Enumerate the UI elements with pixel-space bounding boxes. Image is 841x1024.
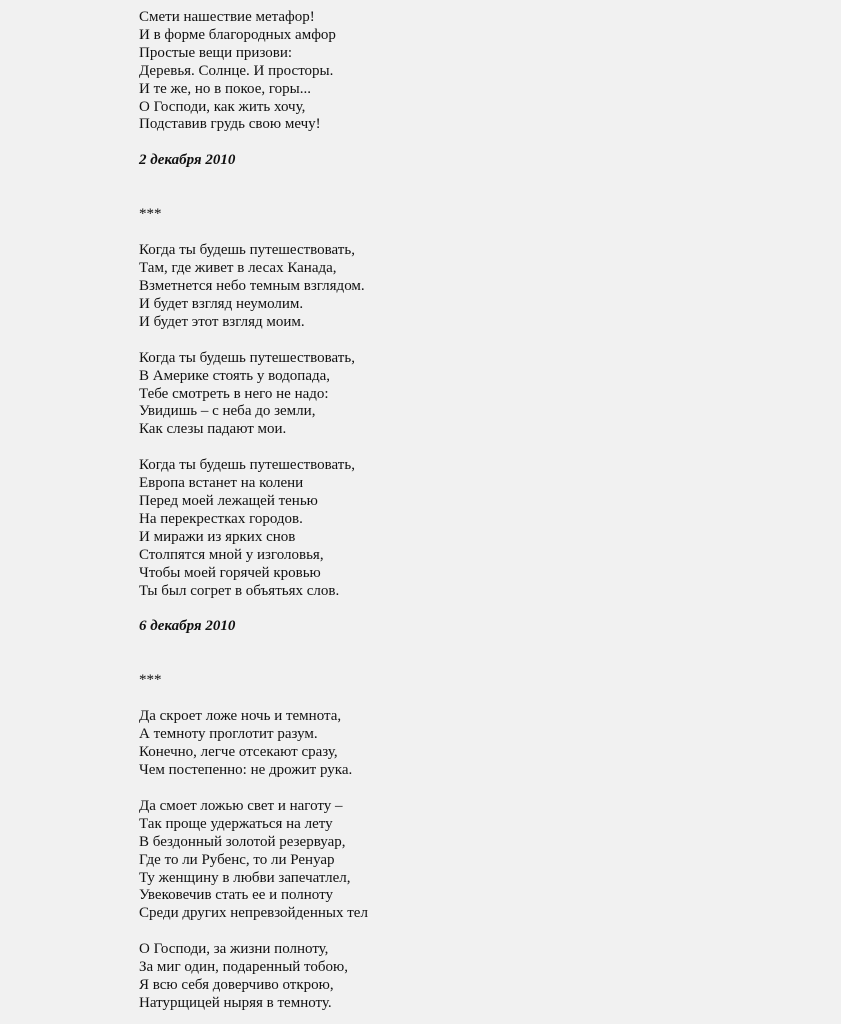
poem-line: Увековечив стать ее и полноту [139,887,333,904]
poem-line: И те же, но в покое, горы... [139,80,311,97]
poem-line: Тебе смотреть в него не надо: [139,385,329,402]
poem-line: Ту женщину в любви запечатлел, [139,869,351,886]
poem2-stanza3 [139,457,739,600]
poem-line: Взметнется небо темным взглядом. [139,277,365,294]
poem-line: Конечно, легче отсекают сразу, [139,744,338,761]
poem-line: О Господи, как жить хочу, [139,98,306,115]
poem3-stanza2 [139,798,739,923]
poem2-stanza1 [139,242,739,332]
poem-line: Когда ты будешь путешествовать, [139,349,355,366]
poem3-stanza1 [139,708,739,780]
poem-line: Увидишь – с неба до земли, [139,403,316,420]
poem-line: На перекрестках городов. [139,510,303,527]
poem-line: Когда ты будешь путешествовать, [139,242,355,259]
poem-document [139,9,739,1013]
poem-line: Ты был согрет в объятьях слов. [139,582,340,599]
poem-line: Да смоет ложью свет и наготу – [139,797,343,814]
poem-line: И миражи из ярких снов [139,528,296,545]
poem-line: О Господи, за жизни полноту, [139,941,329,958]
poem-line: Где то ли Рубенс, то ли Ренуар [139,851,335,868]
poem1-stanza1 [139,9,739,134]
poem-line: Натурщицей ныряя в темноту. [139,994,332,1011]
poem3-stanza3 [139,941,739,1013]
poem-line: Перед моей лежащей тенью [139,493,318,510]
poem1-date: 2 декабря 2010 [139,152,236,169]
poem-line: Да скроет ложе ночь и темнота, [139,708,342,725]
poem2-stanza2 [139,350,739,440]
poem-line: Смети нашествие метафор! [139,9,315,25]
poem2-date: 6 декабря 2010 [139,618,236,635]
poem-line: Так проще удержаться на лету [139,815,333,832]
poem-line: Когда ты будешь путешествовать, [139,457,355,474]
poem-line: И будет этот взгляд моим. [139,313,305,330]
poem-line: Я всю себя доверчиво открою, [139,977,334,994]
poem-line: Там, где живет в лесах Канада, [139,260,337,277]
poem-line: Европа встанет на колени [139,475,304,492]
poem-line: И в форме благородных амфор [139,26,336,43]
poem-line: И будет взгляд неумолим. [139,295,304,312]
poem-line: В Америке стоять у водопада, [139,367,331,384]
poem-line: Деревья. Солнце. И просторы. [139,62,334,79]
poem-line: Как слезы падают мои. [139,421,287,438]
poem-line: Столпятся мной у изголовья, [139,546,324,563]
poem2-separator: *** [139,206,162,223]
poem-line: Подставив грудь свою мечу! [139,116,321,133]
poem-line: За миг один, подаренный тобою, [139,959,348,976]
poem-line: А темноту проглотит разум. [139,726,318,743]
poem-line: Чтобы моей горячей кровью [139,564,321,581]
poem-line: Чем постепенно: не дрожит рука. [139,762,353,778]
poem-line: Простые вещи призови: [139,44,293,61]
poem-line: Среди других непревзойденных тел [139,905,368,922]
poem-line: В бездонный золотой резервуар, [139,833,346,850]
poem3-separator: *** [139,672,162,689]
